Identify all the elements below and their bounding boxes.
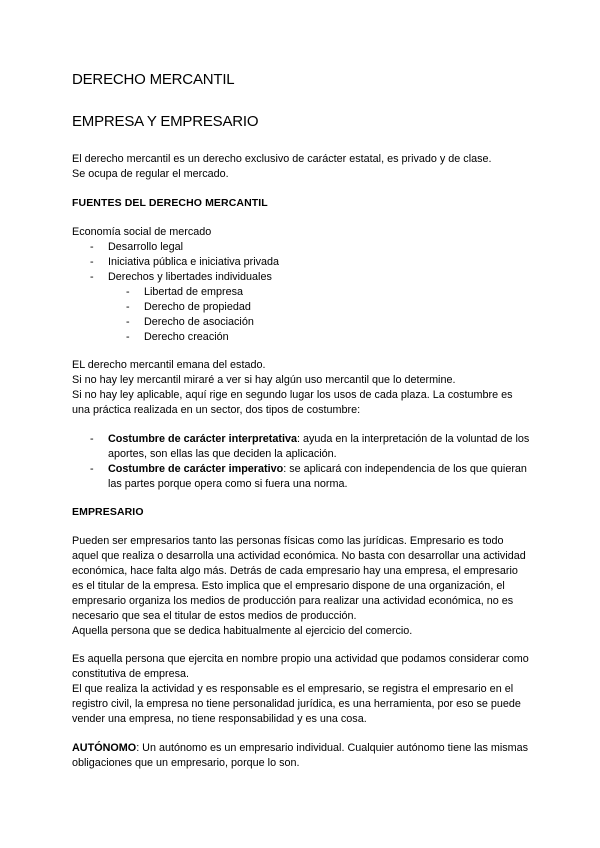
sublist-item: Libertad de empresa (144, 286, 244, 298)
autonomo-text: : Un autónomo es un empresario individual. Cualquier autónomo tiene las mismas obligaciones que un empresario, porque lo son. (72, 742, 529, 769)
sublist-dash: - (126, 331, 130, 343)
sublist-item: Derecho de propiedad (144, 301, 251, 313)
costumbre-text: : se aplicará con independencia de los que quieran las partes porque opera como si fuera una norma. (108, 463, 527, 490)
costumbre-text: : ayuda en la interpretación de la voluntad de los aportes, son ellas las que deciden la aplicación. (108, 433, 530, 460)
intro-line-1: El derecho mercantil es un derecho exclusivo de carácter estatal, es privado y de clase. (72, 153, 492, 165)
list-item: Derechos y libertades individuales (108, 271, 272, 283)
list-item: Iniciativa pública e iniciativa privada (108, 256, 280, 268)
empresario-paragraph-2: Es aquella persona que ejercita en nombre propio una actividad que podamos considerar como constitutiva de empresa. (72, 653, 529, 680)
autonomo-paragraph (72, 741, 530, 771)
sublist-item: Derecho creación (144, 331, 229, 343)
list-dash: - (90, 271, 94, 283)
intro-line-2: Se ocupa de regular el mercado. (72, 168, 229, 180)
bullet-dash: - (90, 433, 94, 445)
costumbre-term: Costumbre de carácter interpretativa (108, 433, 298, 445)
bullet-dash: - (90, 463, 94, 475)
fuentes-lead: Economía social de mercado (72, 226, 212, 238)
emana-line-2: Si no hay ley mercantil miraré a ver si hay algún uso mercantil que lo determine. (72, 374, 456, 386)
document-title: DERECHO MERCANTIL (72, 71, 235, 88)
sublist-item: Derecho de asociación (144, 316, 254, 328)
empresario-paragraph-1: Pueden ser empresarios tanto las personas físicas como las jurídicas. Empresario es todo aquel que realiza o desarrolla una actividad económica. No basta con desarrollar una actividad económica, hace falta algo más. Detrás de cada empresario hay una empresa, el empresario es el titular de la empresa. Esto implica que el empresario dispone de una organización, el empresario organiza los medios de producción para realizar una actividad económica, no es necesario que sea el titular de estos medios de producción. (72, 535, 526, 622)
sublist-dash: - (126, 286, 130, 298)
section-heading-empresario: EMPRESARIO (72, 506, 144, 518)
list-dash: - (90, 241, 94, 253)
costumbre-term: Costumbre de carácter imperativo (108, 463, 284, 475)
emana-line-1: EL derecho mercantil emana del estado. (72, 359, 266, 371)
empresario-paragraph-1b: Aquella persona que se dedica habitualmente al ejercicio del comercio. (72, 625, 413, 637)
list-dash: - (90, 256, 94, 268)
emana-line-3: Si no hay ley aplicable, aquí rige en segundo lugar los usos de cada plaza. La costumbre es una práctica realizada en un sector, dos tipos de costumbre: (72, 389, 513, 416)
section-heading-fuentes: FUENTES DEL DERECHO MERCANTIL (72, 197, 268, 209)
sublist-dash: - (126, 316, 130, 328)
empresario-paragraph-3: El que realiza la actividad y es responsable es el empresario, se registra el empresario en el registro civil, la empresa no tiene personalidad jurídica, es una herramienta, por eso se puede vender una empresa, no tiene responsabilidad y es una cosa. (72, 683, 521, 725)
sublist-dash: - (126, 301, 130, 313)
list-item: Desarrollo legal (108, 241, 184, 253)
autonomo-term: AUTÓNOMO (72, 742, 137, 754)
costumbre-item-imperativo (108, 462, 530, 492)
costumbre-item-interpretativa (108, 432, 530, 462)
document-subtitle: EMPRESA Y EMPRESARIO (72, 113, 259, 130)
